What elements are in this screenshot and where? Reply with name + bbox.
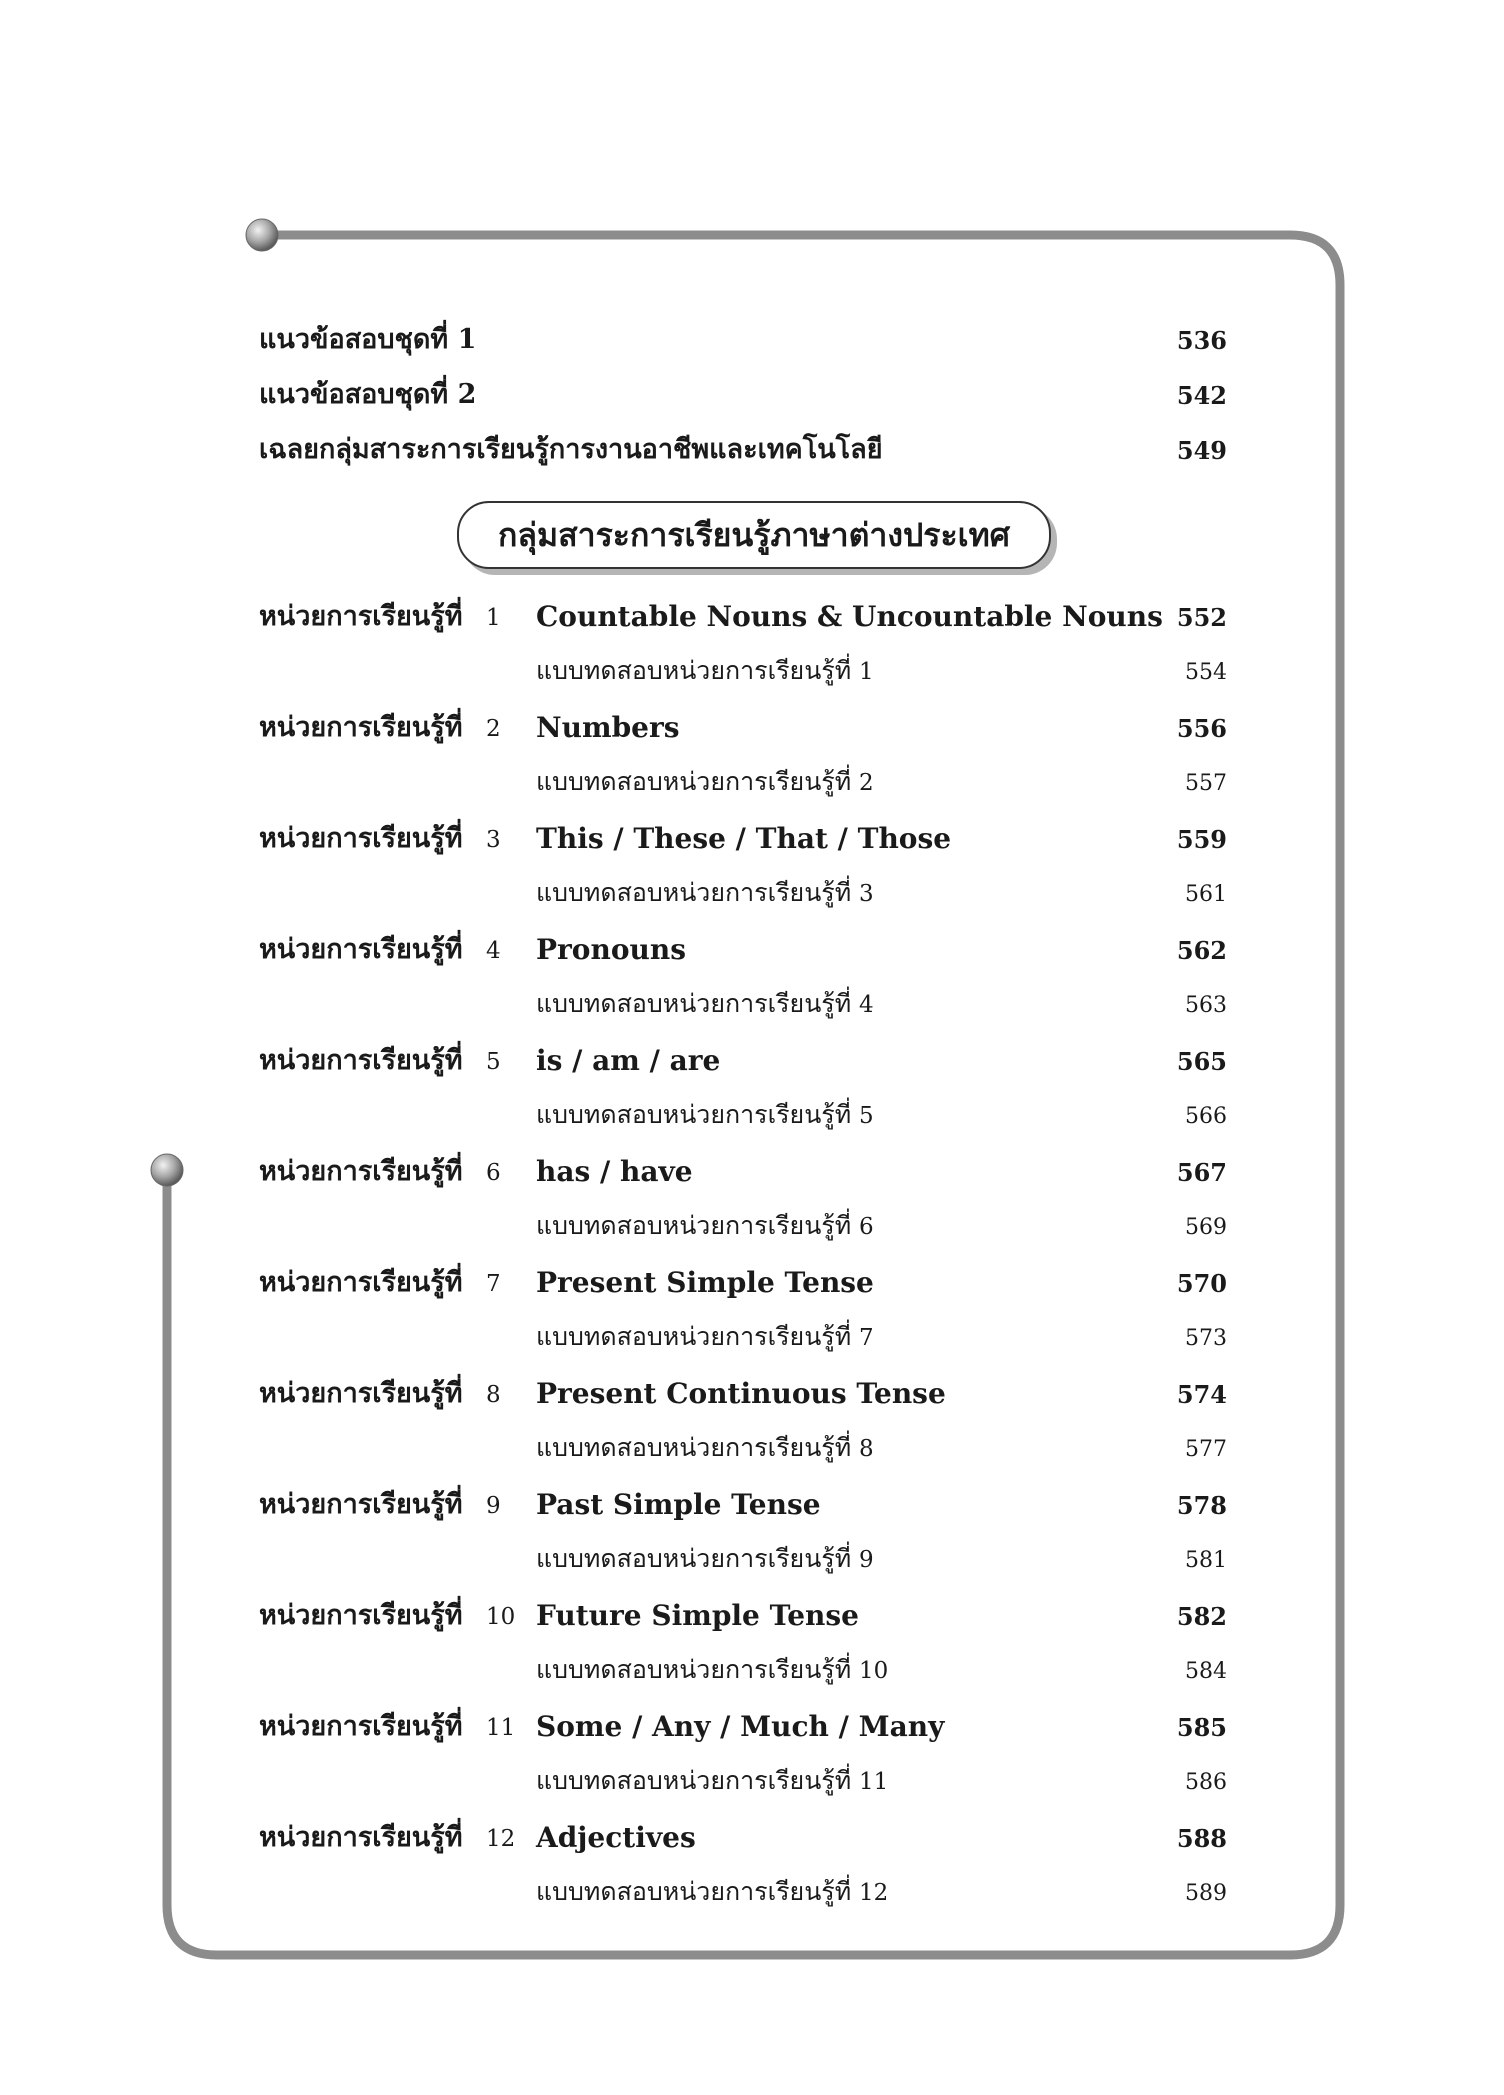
unit-page: 578 (1176, 1491, 1227, 1520)
unit-label: หน่วยการเรียนรู้ที่ (259, 934, 463, 965)
unit-number: 10 (486, 1604, 516, 1630)
test-number: 3 (859, 881, 874, 907)
test-number: 9 (859, 1547, 874, 1573)
test-number: 8 (859, 1436, 874, 1462)
frame-left-ball (151, 1154, 183, 1186)
unit-page: 559 (1176, 825, 1227, 854)
test-page: 586 (1185, 1770, 1227, 1795)
intro-entry-label[interactable]: เฉลยกลุ่มสาระการเรียนรู้การงานอาชีพและเทคโนโลยี (259, 434, 883, 465)
intro-entry-page: 542 (1176, 381, 1227, 410)
frame-top-line (167, 235, 1340, 1955)
unit-label: หน่วยการเรียนรู้ที่ (259, 1711, 463, 1742)
unit-title[interactable]: Pronouns (536, 933, 686, 966)
test-page: 563 (1185, 993, 1227, 1018)
unit-title[interactable]: Past Simple Tense (536, 1488, 821, 1521)
unit-title[interactable]: has / have (536, 1155, 693, 1188)
unit-title[interactable]: Present Continuous Tense (536, 1377, 946, 1410)
intro-entry-page: 549 (1176, 436, 1227, 465)
unit-label: หน่วยการเรียนรู้ที่ (259, 601, 463, 632)
test-number: 6 (859, 1214, 874, 1240)
test-page: 561 (1185, 882, 1227, 907)
unit-page: 565 (1176, 1047, 1227, 1076)
unit-number: 9 (486, 1493, 501, 1519)
test-page: 584 (1185, 1659, 1227, 1684)
unit-title[interactable]: is / am / are (536, 1044, 721, 1077)
test-page: 573 (1185, 1326, 1227, 1351)
unit-label: หน่วยการเรียนรู้ที่ (259, 1156, 463, 1187)
unit-title[interactable]: This / These / That / Those (536, 822, 952, 855)
unit-label: หน่วยการเรียนรู้ที่ (259, 1045, 463, 1076)
unit-label: หน่วยการเรียนรู้ที่ (259, 1600, 463, 1631)
intro-entry-label[interactable]: แนวข้อสอบชุดที่ 1 (259, 324, 477, 355)
test-label[interactable]: แบบทดสอบหน่วยการเรียนรู้ที่ (536, 1544, 852, 1573)
unit-title[interactable]: Present Simple Tense (536, 1266, 874, 1299)
test-label[interactable]: แบบทดสอบหน่วยการเรียนรู้ที่ (536, 767, 852, 796)
test-number: 2 (859, 770, 874, 796)
test-label[interactable]: แบบทดสอบหน่วยการเรียนรู้ที่ (536, 1211, 852, 1240)
unit-label: หน่วยการเรียนรู้ที่ (259, 712, 463, 743)
unit-page: 588 (1176, 1824, 1227, 1853)
test-number: 5 (859, 1103, 874, 1129)
unit-number: 11 (486, 1715, 516, 1741)
unit-title[interactable]: Future Simple Tense (536, 1599, 859, 1632)
test-page: 589 (1185, 1881, 1227, 1906)
intro-entry-label[interactable]: แนวข้อสอบชุดที่ 2 (259, 379, 477, 410)
unit-page: 574 (1176, 1380, 1227, 1409)
test-number: 12 (859, 1880, 889, 1906)
unit-number: 4 (486, 938, 501, 964)
unit-number: 2 (486, 716, 501, 742)
test-page: 566 (1185, 1104, 1227, 1129)
unit-label: หน่วยการเรียนรู้ที่ (259, 1378, 463, 1409)
test-number: 11 (859, 1769, 889, 1795)
test-number: 10 (859, 1658, 889, 1684)
section-heading: กลุ่มสาระการเรียนรู้ภาษาต่างประเทศ (457, 501, 1051, 569)
unit-label: หน่วยการเรียนรู้ที่ (259, 1267, 463, 1298)
unit-title[interactable]: Countable Nouns & Uncountable Nouns (536, 600, 1163, 633)
test-label[interactable]: แบบทดสอบหน่วยการเรียนรู้ที่ (536, 1322, 852, 1351)
intro-entry-page: 536 (1176, 326, 1227, 355)
unit-number: 6 (486, 1160, 501, 1186)
unit-number: 1 (486, 605, 501, 631)
test-number: 4 (859, 992, 874, 1018)
test-label[interactable]: แบบทดสอบหน่วยการเรียนรู้ที่ (536, 989, 852, 1018)
frame-top-ball (246, 219, 278, 251)
unit-label: หน่วยการเรียนรู้ที่ (259, 823, 463, 854)
test-number: 7 (859, 1325, 874, 1351)
unit-page: 570 (1176, 1269, 1227, 1298)
unit-page: 552 (1176, 603, 1227, 632)
unit-number: 7 (486, 1271, 501, 1297)
test-label[interactable]: แบบทดสอบหน่วยการเรียนรู้ที่ (536, 878, 852, 907)
unit-page: 567 (1176, 1158, 1227, 1187)
test-page: 557 (1185, 771, 1227, 796)
unit-number: 3 (486, 827, 501, 853)
test-label[interactable]: แบบทดสอบหน่วยการเรียนรู้ที่ (536, 1433, 852, 1462)
unit-label: หน่วยการเรียนรู้ที่ (259, 1489, 463, 1520)
test-label[interactable]: แบบทดสอบหน่วยการเรียนรู้ที่ (536, 1100, 852, 1129)
test-label[interactable]: แบบทดสอบหน่วยการเรียนรู้ที่ (536, 1877, 852, 1906)
unit-page: 585 (1176, 1713, 1227, 1742)
unit-title[interactable]: Some / Any / Much / Many (536, 1710, 945, 1743)
test-label[interactable]: แบบทดสอบหน่วยการเรียนรู้ที่ (536, 1766, 852, 1795)
test-page: 581 (1185, 1548, 1227, 1573)
test-label[interactable]: แบบทดสอบหน่วยการเรียนรู้ที่ (536, 1655, 852, 1684)
test-page: 569 (1185, 1215, 1227, 1240)
unit-number: 5 (486, 1049, 501, 1075)
test-page: 577 (1185, 1437, 1227, 1462)
unit-page: 582 (1176, 1602, 1227, 1631)
unit-number: 12 (486, 1826, 516, 1852)
test-label[interactable]: แบบทดสอบหน่วยการเรียนรู้ที่ (536, 656, 852, 685)
test-page: 554 (1185, 660, 1227, 685)
unit-page: 556 (1176, 714, 1227, 743)
test-number: 1 (859, 659, 874, 685)
unit-title[interactable]: Adjectives (536, 1821, 696, 1854)
unit-label: หน่วยการเรียนรู้ที่ (259, 1822, 463, 1853)
unit-page: 562 (1176, 936, 1227, 965)
unit-number: 8 (486, 1382, 501, 1408)
unit-title[interactable]: Numbers (536, 711, 680, 744)
